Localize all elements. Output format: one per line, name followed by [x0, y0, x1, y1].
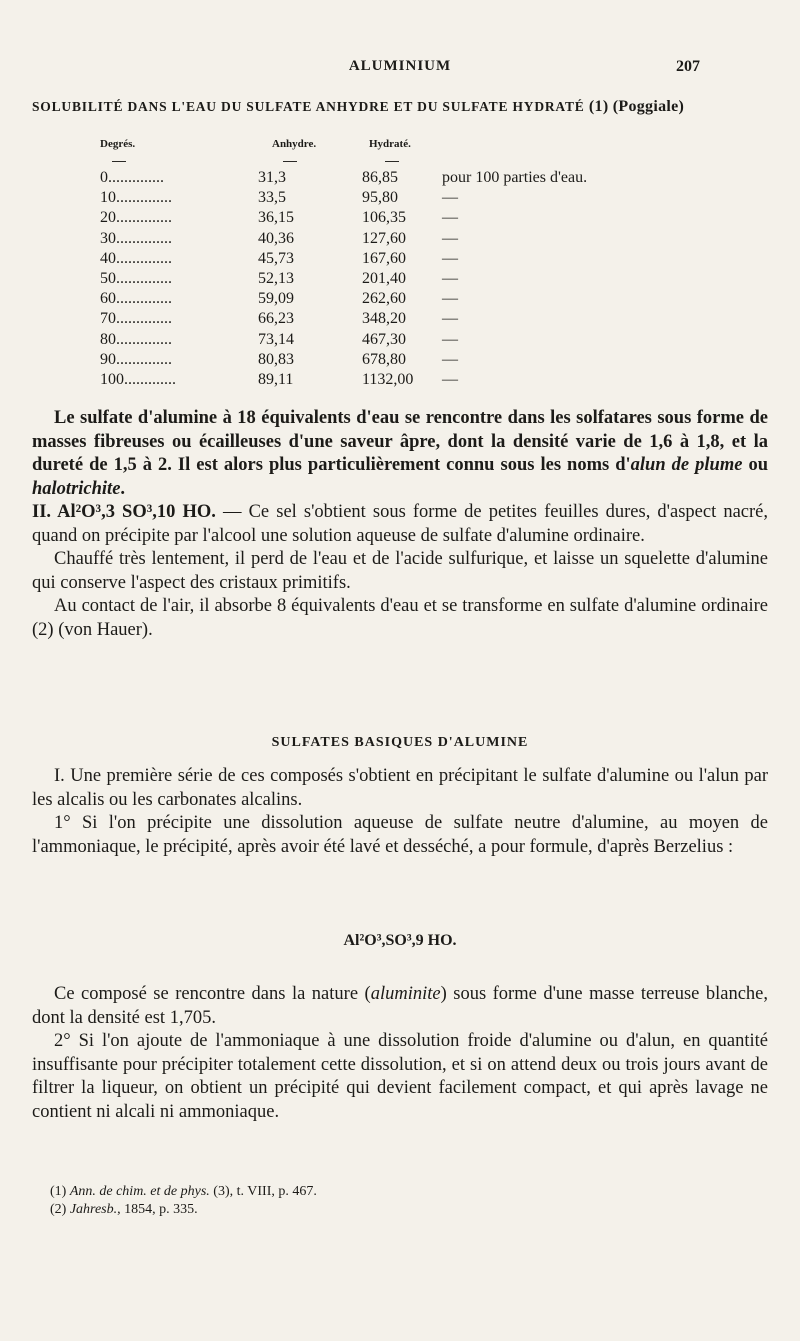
table-header	[100, 134, 700, 156]
cell-degrees: 70..............	[100, 310, 172, 328]
table-row	[100, 249, 700, 269]
header-anhydrous: Anhydre.	[272, 138, 317, 150]
table-row	[100, 208, 700, 228]
cell-hydrated: 86,85	[362, 169, 398, 186]
table-row	[100, 350, 700, 370]
paragraph	[32, 983, 768, 1030]
table-row	[100, 269, 700, 289]
footnote-number: (1)	[50, 1184, 67, 1199]
footnote-number: (2)	[50, 1202, 67, 1217]
formula-label: II. Al²O³,3 SO³,10 HO.	[32, 502, 216, 522]
header-degrees: Degrés.	[100, 138, 136, 150]
table-row	[100, 330, 700, 350]
body-top	[32, 407, 768, 642]
cell-note: —	[442, 249, 458, 267]
cell-degrees: 50..............	[100, 269, 172, 287]
table-row	[100, 370, 700, 390]
body-bottom	[32, 983, 768, 1124]
paragraph	[32, 407, 768, 501]
cell-anhydrous: 52,13	[258, 269, 294, 287]
cell-hydrated: 678,80	[362, 350, 406, 368]
cell-note: —	[442, 330, 458, 348]
cell-anhydrous: 80,83	[258, 350, 294, 368]
paragraph: Chauffé très lentement, il perd de l'eau et de l'acide sulfurique, et laisse un squelette d'alumine qui conserve l'aspect des cristaux primitifs.	[32, 549, 768, 593]
footnote-1	[50, 1183, 750, 1201]
table-row	[100, 309, 700, 329]
cell-hydrated: 1132,00	[362, 370, 414, 388]
header-hydrated: Hydraté.	[369, 138, 411, 150]
formula: Al²O³,SO³,9 HO.	[343, 932, 457, 949]
cell-hydrated: 348,20	[362, 310, 406, 328]
paragraph	[32, 501, 768, 548]
footnote-source: Ann. de chim. et de phys.	[69, 1184, 210, 1199]
cell-hydrated: 127,60	[362, 229, 406, 247]
para-text: .	[120, 478, 126, 499]
cell-degrees: 0..............	[100, 169, 164, 186]
table-body	[100, 168, 700, 390]
paragraph: I. Une première série de ces composés s'obtient en précipitant le sulfate d'alumine ou l'alun par les alcalis ou les carbonates alcalins.	[32, 766, 768, 810]
table-row	[100, 188, 700, 208]
dash	[112, 161, 126, 162]
cell-degrees: 20..............	[100, 209, 172, 227]
table-row	[100, 289, 700, 309]
para-text: ) sous forme d'une masse terreuse blanche, dont la densité est 1,705.	[32, 984, 769, 1028]
cell-anhydrous: 31,3	[258, 169, 286, 186]
cell-note: —	[442, 269, 458, 287]
cell-note: —	[442, 290, 458, 308]
footnote-ref: , 1854, p. 335.	[117, 1202, 198, 1217]
cell-hydrated: 95,80	[362, 189, 398, 207]
page-header	[0, 58, 800, 82]
cell-anhydrous: 66,23	[258, 310, 294, 328]
para-text: Le sulfate d'alumine à 18 équivalents d'eau se rencontre dans les solfatares sous forme de masses fibreuses ou écailleuses d'une saveur âpre, dont la densité varie de 1,6 à 1,8, et la dureté de 1,5 à 2. Il est alors plus particulièrement connu sous les noms d'	[32, 408, 768, 475]
cell-note: —	[442, 370, 458, 388]
cell-anhydrous: 89,11	[258, 370, 294, 388]
cell-hydrated: 262,60	[362, 290, 406, 308]
term-aluminite: aluminite	[370, 984, 441, 1004]
section-heading: SULFATES BASIQUES D'ALUMINE	[271, 735, 529, 750]
para-text: — Ce sel s'obtient sous forme de petites feuilles dures, d'aspect nacré, quand on précipite par l'alcool une solution aqueuse de sulfate d'alumine ordinaire.	[32, 502, 768, 546]
footnote-ref: (3), t. VIII, p. 467.	[209, 1184, 317, 1199]
footnotes	[50, 1183, 750, 1219]
para-text: ou	[742, 455, 768, 475]
cell-degrees: 40..............	[100, 249, 172, 267]
cell-note: pour 100 parties d'eau.	[442, 169, 588, 186]
cell-degrees: 30..............	[100, 229, 172, 247]
footnote-source: Jahresb.	[69, 1202, 118, 1217]
dash	[283, 161, 297, 162]
cell-note: —	[442, 229, 458, 247]
cell-degrees: 80..............	[100, 330, 172, 348]
cell-hydrated: 167,60	[362, 249, 406, 267]
para-text: Ce composé se rencontre dans la nature (	[54, 984, 371, 1004]
cell-degrees: 90..............	[100, 350, 172, 368]
paragraph: 1° Si l'on précipite une dissolution aqueuse de sulfate neutre d'alumine, au moyen de l'ammoniaque, le précipité, après avoir été lavé et desséché, a pour formule, d'après Berzelius :	[32, 813, 768, 857]
body-middle	[32, 765, 768, 859]
term-halotrichite: halotrichite	[32, 478, 121, 499]
cell-note: —	[442, 189, 458, 207]
cell-anhydrous: 73,14	[258, 330, 294, 348]
paragraph: 2° Si l'on ajoute de l'ammoniaque à une dissolution froide d'alumine ou d'alun, en quantité insuffisante pour précipiter totalement cette dissolution, et si on attend deux ou trois jours avant de filtrer la liqueur, on obtient un précipité qui devient facilement compact, et qui après lavage ne contient ni alcali ni ammoniaque.	[32, 1031, 768, 1122]
cell-anhydrous: 59,09	[258, 290, 294, 308]
cell-degrees: 10..............	[100, 189, 172, 207]
footnote-2	[50, 1201, 750, 1219]
page-number: 207	[676, 58, 700, 75]
cell-hydrated: 467,30	[362, 330, 406, 348]
cell-hydrated: 201,40	[362, 269, 406, 287]
section-title	[32, 98, 772, 116]
solubility-table	[100, 134, 700, 390]
paragraph: Au contact de l'air, il absorbe 8 équivalents d'eau et se transforme en sulfate d'alumine ordinaire (2) (von Hauer).	[32, 596, 768, 640]
running-title: ALUMINIUM	[348, 58, 452, 74]
header-dashes	[100, 156, 700, 168]
cell-anhydrous: 40,36	[258, 229, 294, 247]
cell-degrees: 100.............	[100, 370, 176, 388]
cell-degrees: 60..............	[100, 290, 172, 308]
cell-anhydrous: 33,5	[258, 189, 286, 207]
cell-note: —	[442, 310, 458, 328]
table-row	[100, 229, 700, 249]
cell-anhydrous: 45,73	[258, 249, 294, 267]
cell-hydrated: 106,35	[362, 209, 406, 227]
dash	[385, 161, 399, 162]
term-alun: alun de plume	[630, 455, 743, 475]
cell-note: —	[442, 209, 458, 227]
section-title-text: SOLUBILITÉ DANS L'EAU DU SULFATE ANHYDRE ET DU SULFATE HYDRATÉ	[32, 99, 585, 114]
table-row	[100, 168, 700, 188]
cell-note: —	[442, 350, 458, 368]
cell-anhydrous: 36,15	[258, 209, 294, 227]
section-title-ref: (1) (Poggiale)	[588, 98, 685, 115]
